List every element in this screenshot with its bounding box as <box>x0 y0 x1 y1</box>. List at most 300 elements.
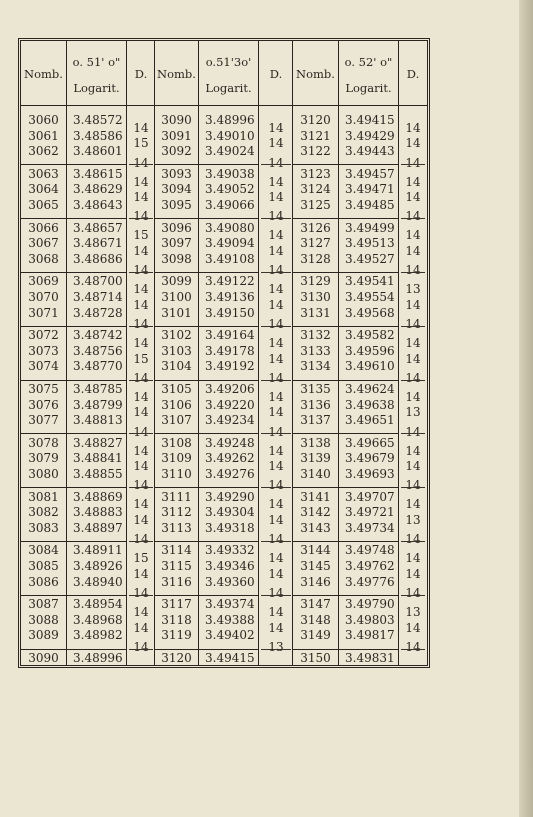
group-separator <box>21 433 66 434</box>
diff-cell: 13 <box>405 405 421 420</box>
logarit-cell: 3.49206 <box>205 382 255 396</box>
logarit-cell: 3.49513 <box>345 236 395 251</box>
nomb-cell: 3122 <box>300 144 331 159</box>
group-separator <box>21 218 66 219</box>
group-separator <box>155 541 198 542</box>
diff-cell: 14 <box>268 263 284 278</box>
nomb-cell: 3120 <box>300 113 331 127</box>
diff-separator <box>261 218 291 219</box>
nomb-cell: 3061 <box>28 128 59 143</box>
header-log-bottom: Logarit. <box>73 81 120 95</box>
diff-cell: 15 <box>133 136 149 151</box>
nomb-cell: 3100 <box>161 290 192 304</box>
group-separator <box>155 595 198 596</box>
nomb-cell: 3109 <box>161 451 192 466</box>
logarit-cell: 3.49388 <box>205 612 255 627</box>
group-separator <box>67 487 126 488</box>
diff-separator <box>261 380 291 381</box>
nomb-cell: 3114 <box>161 543 192 558</box>
diff-separator <box>129 218 153 219</box>
diff-separator <box>129 595 153 596</box>
logarit-cell: 3.48657 <box>73 220 123 235</box>
group-separator <box>155 326 198 327</box>
nomb-cell: 3086 <box>28 574 59 589</box>
group-separator <box>339 326 398 327</box>
diff-cell: 14 <box>268 551 284 566</box>
logarit-cell: 3.49150 <box>205 305 255 320</box>
logarit-cell: 3.49429 <box>345 128 395 143</box>
nomb-cell: 3092 <box>161 144 192 159</box>
diff-separator <box>401 380 425 381</box>
nomb-cell: 3144 <box>300 543 331 558</box>
diff-cell: 14 <box>268 478 284 493</box>
logarit-cell: 3.49052 <box>205 182 255 197</box>
column-nomb <box>293 41 339 665</box>
diff-cell: 14 <box>133 405 149 420</box>
diff-cell: 14 <box>268 620 284 635</box>
logarit-cell: 3.49080 <box>205 220 255 235</box>
header-log-top: o.51'3o' <box>205 55 252 69</box>
diff-separator <box>261 487 291 488</box>
nomb-cell: 3066 <box>28 220 59 235</box>
diff-cell: 14 <box>268 244 284 258</box>
logarit-cell: 3.48686 <box>73 251 123 266</box>
logarit-cell: 3.48996 <box>73 651 123 665</box>
diff-cell: 14 <box>133 155 149 170</box>
nomb-cell: 3083 <box>28 520 59 535</box>
header-nomb: Nomb. <box>24 67 63 81</box>
nomb-cell: 3108 <box>161 435 192 450</box>
header-cell <box>399 41 427 106</box>
diff-separator <box>401 272 425 273</box>
diff-cell: 14 <box>405 263 421 278</box>
nomb-cell: 3129 <box>300 274 331 289</box>
group-separator <box>339 380 398 381</box>
diff-separator <box>401 541 425 542</box>
diff-cell: 14 <box>405 155 421 170</box>
nomb-cell: 3123 <box>300 166 331 181</box>
diff-cell: 14 <box>405 585 421 600</box>
logarit-cell: 3.48586 <box>73 128 123 143</box>
diff-separator <box>401 218 425 219</box>
nomb-cell: 3135 <box>300 382 331 396</box>
group-separator <box>21 649 66 650</box>
nomb-cell: 3150 <box>300 651 331 665</box>
diff-cell: 13 <box>268 639 284 654</box>
diff-cell: 14 <box>133 316 149 331</box>
logarit-cell: 3.49360 <box>205 574 255 589</box>
diff-separator <box>129 380 153 381</box>
logarit-cell: 3.49276 <box>205 467 255 481</box>
diff-cell: 14 <box>268 605 284 619</box>
logarit-cell: 3.49485 <box>345 198 395 212</box>
diff-cell: 14 <box>268 120 284 135</box>
logarit-cell: 3.49038 <box>205 166 255 181</box>
group-separator <box>199 433 258 434</box>
nomb-cell: 3104 <box>161 359 192 374</box>
logarit-cell: 3.49443 <box>345 144 395 159</box>
diff-separator <box>129 164 153 165</box>
nomb-cell: 3080 <box>28 467 59 481</box>
table-block <box>155 41 293 665</box>
nomb-cell: 3096 <box>161 220 192 235</box>
nomb-cell: 3088 <box>28 612 59 627</box>
nomb-cell: 3148 <box>300 612 331 627</box>
diff-cell: 13 <box>405 605 421 619</box>
nomb-cell: 3079 <box>28 451 59 466</box>
logarit-cell: 3.48982 <box>73 628 123 643</box>
group-separator <box>155 433 198 434</box>
logarit-cell: 3.48940 <box>73 574 123 589</box>
logarit-cell: 3.49192 <box>205 359 255 374</box>
logarit-cell: 3.48700 <box>73 274 123 289</box>
logarit-cell: 3.49108 <box>205 251 255 266</box>
group-separator <box>155 649 198 650</box>
header-diff: D. <box>269 67 283 81</box>
logarit-cell: 3.48897 <box>73 520 123 535</box>
logarit-cell: 3.49554 <box>345 290 395 304</box>
logarit-cell: 3.48996 <box>205 113 255 127</box>
logarithm-table <box>18 38 430 668</box>
logarit-cell: 3.49471 <box>345 182 395 197</box>
diff-cell: 14 <box>268 405 284 420</box>
diff-separator <box>261 433 291 434</box>
table-block <box>293 41 427 665</box>
nomb-cell: 3139 <box>300 451 331 466</box>
column-logarit <box>339 41 399 665</box>
logarit-cell: 3.49817 <box>345 628 395 643</box>
nomb-cell: 3112 <box>161 505 192 520</box>
nomb-cell: 3072 <box>28 328 59 343</box>
nomb-cell: 3146 <box>300 574 331 589</box>
nomb-cell: 3149 <box>300 628 331 643</box>
diff-cell: 14 <box>133 459 149 474</box>
diff-cell: 14 <box>405 620 421 635</box>
nomb-cell: 3090 <box>28 651 59 665</box>
header-cell <box>155 41 198 106</box>
diff-cell: 14 <box>405 297 421 312</box>
diff-cell: 14 <box>268 513 284 527</box>
diff-cell: 14 <box>133 282 149 297</box>
diff-cell: 14 <box>405 459 421 474</box>
diff-cell: 14 <box>133 513 149 527</box>
diff-cell: 14 <box>268 459 284 474</box>
logarit-cell: 3.49831 <box>345 651 395 665</box>
logarit-cell: 3.49234 <box>205 413 255 428</box>
nomb-cell: 3075 <box>28 382 59 396</box>
logarit-cell: 3.48742 <box>73 328 123 343</box>
diff-cell: 13 <box>405 282 421 297</box>
group-separator <box>199 272 258 273</box>
group-separator <box>339 218 398 219</box>
logarit-cell: 3.49374 <box>205 597 255 612</box>
group-separator <box>293 433 338 434</box>
column-logarit <box>67 41 127 665</box>
nomb-cell: 3110 <box>161 467 192 481</box>
diff-cell: 14 <box>268 351 284 366</box>
logarit-cell: 3.49178 <box>205 343 255 358</box>
group-separator <box>199 649 258 650</box>
diff-cell: 14 <box>268 190 284 205</box>
logarit-cell: 3.48770 <box>73 359 123 374</box>
diff-separator <box>401 326 425 327</box>
nomb-cell: 3093 <box>161 166 192 181</box>
nomb-cell: 3128 <box>300 251 331 266</box>
diff-cell: 15 <box>133 551 149 566</box>
group-separator <box>155 272 198 273</box>
diff-separator <box>129 487 153 488</box>
diff-separator <box>129 649 153 650</box>
diff-cell: 14 <box>405 244 421 258</box>
logarit-cell: 3.49304 <box>205 505 255 520</box>
header-cell <box>67 41 126 106</box>
diff-cell: 14 <box>268 585 284 600</box>
logarit-cell: 3.48911 <box>73 543 123 558</box>
nomb-cell: 3140 <box>300 467 331 481</box>
header-cell <box>127 41 155 106</box>
diff-cell: 14 <box>133 297 149 312</box>
logarit-cell: 3.49220 <box>205 397 255 412</box>
nomb-cell: 3131 <box>300 305 331 320</box>
logarit-cell: 3.48671 <box>73 236 123 251</box>
diff-cell: 14 <box>133 639 149 654</box>
diff-cell: 14 <box>405 316 421 331</box>
logarit-cell: 3.49721 <box>345 505 395 520</box>
nomb-cell: 3101 <box>161 305 192 320</box>
nomb-cell: 3127 <box>300 236 331 251</box>
group-separator <box>155 487 198 488</box>
logarit-cell: 3.48883 <box>73 505 123 520</box>
logarit-cell: 3.49707 <box>345 489 395 504</box>
logarit-cell: 3.49332 <box>205 543 255 558</box>
group-separator <box>339 649 398 650</box>
logarit-cell: 3.49318 <box>205 520 255 535</box>
logarit-cell: 3.49693 <box>345 467 395 481</box>
logarit-cell: 3.49457 <box>345 166 395 181</box>
diff-cell: 14 <box>133 532 149 547</box>
logarit-cell: 3.48799 <box>73 397 123 412</box>
nomb-cell: 3125 <box>300 198 331 212</box>
group-separator <box>293 487 338 488</box>
diff-separator <box>261 541 291 542</box>
header-cell <box>293 41 338 106</box>
group-separator <box>199 595 258 596</box>
diff-cell: 14 <box>405 497 421 512</box>
diff-cell: 14 <box>405 532 421 547</box>
logarit-cell: 3.48785 <box>73 382 123 396</box>
group-separator <box>293 380 338 381</box>
group-separator <box>199 541 258 542</box>
group-separator <box>293 164 338 165</box>
diff-cell: 14 <box>268 282 284 297</box>
nomb-cell: 3126 <box>300 220 331 235</box>
group-separator <box>293 326 338 327</box>
column-diff <box>259 41 293 665</box>
diff-separator <box>261 326 291 327</box>
diff-cell: 14 <box>405 370 421 385</box>
nomb-cell: 3145 <box>300 559 331 573</box>
nomb-cell: 3118 <box>161 612 192 627</box>
nomb-cell: 3099 <box>161 274 192 289</box>
diff-separator <box>129 541 153 542</box>
diff-cell: 14 <box>133 190 149 205</box>
header-log-top: o. 51' o" <box>72 55 121 69</box>
nomb-cell: 3082 <box>28 505 59 520</box>
diff-cell: 14 <box>268 532 284 547</box>
nomb-cell: 3106 <box>161 397 192 412</box>
logarit-cell: 3.48968 <box>73 612 123 627</box>
diff-cell: 14 <box>405 336 421 350</box>
diff-cell: 14 <box>133 566 149 581</box>
nomb-cell: 3087 <box>28 597 59 612</box>
header-log-bottom: Logarit. <box>345 81 392 95</box>
diff-cell: 14 <box>268 497 284 512</box>
diff-cell: 14 <box>133 120 149 135</box>
group-separator <box>339 433 398 434</box>
logarit-cell: 3.48714 <box>73 290 123 304</box>
nomb-cell: 3070 <box>28 290 59 304</box>
group-separator <box>67 380 126 381</box>
logarit-cell: 3.49346 <box>205 559 255 573</box>
logarit-cell: 3.49136 <box>205 290 255 304</box>
nomb-cell: 3134 <box>300 359 331 374</box>
logarit-cell: 3.48643 <box>73 198 123 212</box>
logarit-cell: 3.49024 <box>205 144 255 159</box>
diff-cell: 14 <box>133 497 149 512</box>
header-diff: D. <box>406 67 420 81</box>
diff-cell: 14 <box>405 551 421 566</box>
logarit-cell: 3.48855 <box>73 467 123 481</box>
group-separator <box>155 218 198 219</box>
nomb-cell: 3136 <box>300 397 331 412</box>
header-cell <box>199 41 258 106</box>
nomb-cell: 3141 <box>300 489 331 504</box>
logarit-cell: 3.49248 <box>205 435 255 450</box>
group-separator <box>67 164 126 165</box>
nomb-cell: 3098 <box>161 251 192 266</box>
nomb-cell: 3091 <box>161 128 192 143</box>
logarit-cell: 3.48572 <box>73 113 123 127</box>
diff-cell: 14 <box>268 209 284 224</box>
logarit-cell: 3.49568 <box>345 305 395 320</box>
nomb-cell: 3069 <box>28 274 59 289</box>
logarit-cell: 3.49290 <box>205 489 255 504</box>
nomb-cell: 3133 <box>300 343 331 358</box>
logarit-cell: 3.49610 <box>345 359 395 374</box>
diff-separator <box>401 595 425 596</box>
group-separator <box>199 218 258 219</box>
column-diff <box>127 41 155 665</box>
diff-cell: 14 <box>133 478 149 493</box>
page-edge <box>519 0 533 817</box>
nomb-cell: 3130 <box>300 290 331 304</box>
column-logarit <box>199 41 259 665</box>
group-separator <box>293 541 338 542</box>
logarit-cell: 3.49122 <box>205 274 255 289</box>
diff-cell: 14 <box>405 424 421 439</box>
nomb-cell: 3138 <box>300 435 331 450</box>
nomb-cell: 3090 <box>161 113 192 127</box>
diff-cell: 14 <box>133 209 149 224</box>
header-cell <box>21 41 66 106</box>
group-separator <box>21 595 66 596</box>
nomb-cell: 3117 <box>161 597 192 612</box>
diff-cell: 14 <box>268 155 284 170</box>
logarit-cell: 3.48926 <box>73 559 123 573</box>
diff-separator <box>261 272 291 273</box>
group-separator <box>199 487 258 488</box>
logarit-cell: 3.49582 <box>345 328 395 343</box>
diff-cell: 14 <box>268 424 284 439</box>
logarit-cell: 3.49066 <box>205 198 255 212</box>
logarit-cell: 3.49762 <box>345 559 395 573</box>
group-separator <box>67 649 126 650</box>
diff-cell: 14 <box>268 370 284 385</box>
group-separator <box>67 326 126 327</box>
logarit-cell: 3.49624 <box>345 382 395 396</box>
group-separator <box>21 380 66 381</box>
group-separator <box>67 541 126 542</box>
group-separator <box>67 218 126 219</box>
nomb-cell: 3063 <box>28 166 59 181</box>
diff-cell: 14 <box>405 351 421 366</box>
logarit-cell: 3.48615 <box>73 166 123 181</box>
diff-separator <box>401 433 425 434</box>
group-separator <box>155 380 198 381</box>
diff-cell: 14 <box>133 585 149 600</box>
group-separator <box>293 218 338 219</box>
diff-separator <box>129 326 153 327</box>
diff-cell: 14 <box>133 443 149 458</box>
logarit-cell: 3.49262 <box>205 451 255 466</box>
diff-cell: 14 <box>133 620 149 635</box>
diff-cell: 14 <box>405 389 421 404</box>
logarit-cell: 3.48629 <box>73 182 123 197</box>
header-diff: D. <box>134 67 148 81</box>
nomb-cell: 3113 <box>161 520 192 535</box>
group-separator <box>21 487 66 488</box>
header-nomb: Nomb. <box>157 67 196 81</box>
nomb-cell: 3084 <box>28 543 59 558</box>
diff-cell: 14 <box>405 228 421 243</box>
group-separator <box>339 487 398 488</box>
logarit-cell: 3.48954 <box>73 597 123 612</box>
nomb-cell: 3076 <box>28 397 59 412</box>
nomb-cell: 3073 <box>28 343 59 358</box>
group-separator <box>339 164 398 165</box>
header-cell <box>339 41 398 106</box>
logarit-cell: 3.48841 <box>73 451 123 466</box>
logarit-cell: 3.49803 <box>345 612 395 627</box>
table-block <box>21 41 155 665</box>
diff-cell: 13 <box>405 513 421 527</box>
nomb-cell: 3116 <box>161 574 192 589</box>
nomb-cell: 3120 <box>161 651 192 665</box>
header-log-bottom: Logarit. <box>205 81 252 95</box>
nomb-cell: 3074 <box>28 359 59 374</box>
group-separator <box>293 272 338 273</box>
logarit-cell: 3.49734 <box>345 520 395 535</box>
nomb-cell: 3077 <box>28 413 59 428</box>
nomb-cell: 3111 <box>161 489 192 504</box>
diff-cell: 14 <box>405 174 421 189</box>
logarit-cell: 3.49402 <box>205 628 255 643</box>
diff-cell: 14 <box>133 244 149 258</box>
group-separator <box>293 595 338 596</box>
nomb-cell: 3097 <box>161 236 192 251</box>
diff-separator <box>401 487 425 488</box>
column-nomb <box>21 41 67 665</box>
